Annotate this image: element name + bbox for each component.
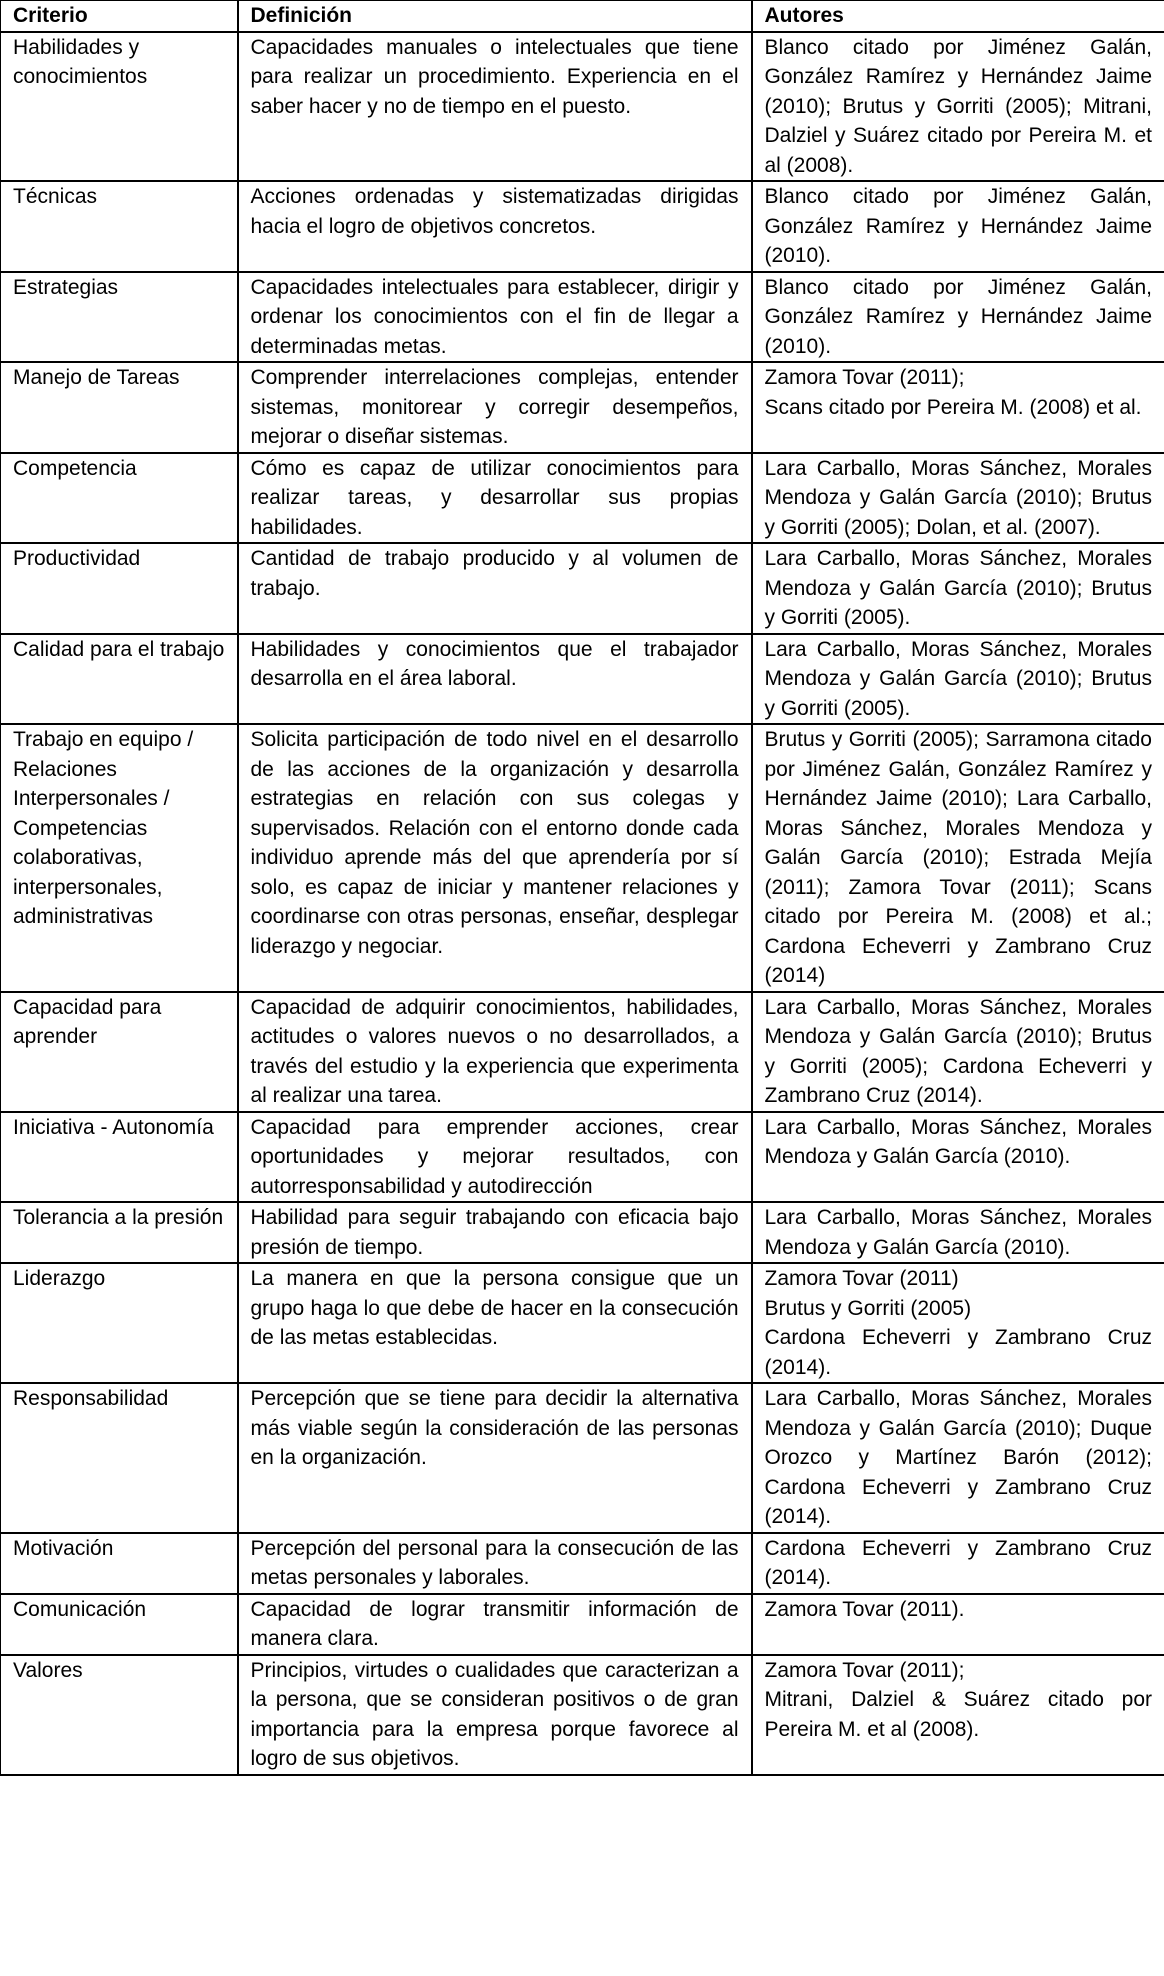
- cell-criterio: [1, 453, 238, 544]
- cell-text: Técnicas: [13, 185, 98, 208]
- cell-text: Comunicación: [13, 1597, 147, 1621]
- cell-criterio: [1, 181, 238, 272]
- cell-text: Mitrani, Dalziel & Suárez citado por Pereira M. et al (2008).: [764, 1688, 1152, 1741]
- cell-text: Manejo de Tareas: [13, 366, 180, 389]
- cell-text: Scans citado por Pereira M. (2008) et al.: [764, 395, 1142, 419]
- cell-definicion: [238, 1594, 752, 1655]
- table-row: [1, 272, 1164, 363]
- cell-text: Liderazgo: [13, 1267, 106, 1290]
- cell-definicion: [238, 362, 752, 453]
- cell-text: Capacidades intelectuales para establecer, dirigir y ordenar los conocimientos con el fin de llegar a determinadas metas.: [250, 275, 739, 358]
- table-row: [1, 1383, 1164, 1533]
- cell-text: Zamora Tovar (2011).: [764, 1597, 965, 1621]
- cell-text: Capacidad para emprender acciones, crear oportunidades y mejorar resultados, con autorresponsabilidad y autodirección: [250, 1115, 739, 1198]
- cell-autores: [752, 1594, 1164, 1655]
- cell-criterio: [1, 1594, 238, 1655]
- table-row: [1, 32, 1164, 182]
- cell-autores: [752, 634, 1164, 725]
- cell-definicion: [238, 272, 752, 363]
- cell-criterio: [1, 724, 238, 992]
- cell-text: Productividad: [13, 547, 141, 570]
- cell-definicion: [238, 453, 752, 544]
- cell-text: Comprender interrelaciones complejas, entender sistemas, monitorear y corregir desempeños, mejorar o diseñar sistemas.: [250, 366, 739, 448]
- table-row: [1, 1112, 1164, 1203]
- cell-definicion: [238, 1383, 752, 1533]
- cell-definicion: [238, 634, 752, 725]
- cell-text: Lara Carballo, Moras Sánchez, Morales Mendoza y Galán García (2010).: [764, 1115, 1152, 1168]
- cell-text: Capacidad para aprender: [13, 995, 162, 1048]
- cell-text: Blanco citado por Jiménez Galán, González Ramírez y Hernández Jaime (2010).: [764, 275, 1152, 358]
- cell-autores: [752, 1655, 1164, 1775]
- cell-text: Blanco citado por Jiménez Galán, González Ramírez y Hernández Jaime (2010); Brutus y Gorriti (2005); Mitrani, Dalziel y Suárez citado por Pereira M. et al (2008).: [764, 35, 1152, 177]
- cell-criterio: [1, 992, 238, 1112]
- cell-text: Cardona Echeverri y Zambrano Cruz (2014).: [764, 1326, 1152, 1379]
- cell-text: Habilidad para seguir trabajando con eficacia bajo presión de tiempo.: [250, 1206, 739, 1259]
- table-row: [1, 453, 1164, 544]
- cell-text: Zamora Tovar (2011);: [764, 366, 965, 389]
- cell-definicion: [238, 724, 752, 992]
- cell-text: Motivación: [13, 1536, 114, 1560]
- header-autores: Autores: [752, 1, 1164, 32]
- cell-definicion: [238, 992, 752, 1112]
- cell-text: Cómo es capaz de utilizar conocimientos para realizar tareas, y desarrollar sus propias habilidades.: [250, 456, 739, 539]
- cell-text: Valores: [13, 1658, 83, 1682]
- cell-text: Brutus y Gorriti (2005): [764, 1296, 972, 1320]
- cell-criterio: [1, 1112, 238, 1203]
- cell-text: Tolerancia a la presión: [13, 1206, 224, 1229]
- cell-definicion: [238, 32, 752, 182]
- table-row: [1, 1594, 1164, 1655]
- cell-autores: [752, 1202, 1164, 1263]
- table-row: [1, 181, 1164, 272]
- cell-text: Zamora Tovar (2011);: [764, 1658, 965, 1682]
- table-row: [1, 724, 1164, 992]
- cell-text: Lara Carballo, Moras Sánchez, Morales Mendoza y Galán García (2010); Brutus y Gorriti (2005).: [764, 547, 1152, 629]
- table-row: [1, 1533, 1164, 1594]
- cell-text: Blanco citado por Jiménez Galán, González Ramírez y Hernández Jaime (2010).: [764, 185, 1152, 267]
- cell-autores: [752, 992, 1164, 1112]
- cell-autores: [752, 362, 1164, 453]
- cell-text: Solicita participación de todo nivel en el desarrollo de las acciones de la organización y desarrolla estrategias en relación con sus colegas y supervisados. Relación con el entorno donde cada individuo aprende más del que aprendería por sí solo, es capaz de iniciar y mantener relaciones y coordinarse con otras personas, enseñar, desplegar liderazgo y negociar.: [250, 728, 739, 958]
- cell-text: Principios, virtudes o cualidades que caracterizan a la persona, que se consideran positivos o de gran importancia para la empresa porque favorece al logro de sus objetivos.: [250, 1658, 739, 1770]
- cell-autores: [752, 272, 1164, 363]
- cell-text: Lara Carballo, Moras Sánchez, Morales Mendoza y Galán García (2010); Brutus y Gorriti (2005).: [764, 637, 1152, 720]
- cell-text: Habilidades y conocimientos que el trabajador desarrolla en el área laboral.: [250, 637, 739, 690]
- cell-text: Percepción que se tiene para decidir la alternativa más viable según la consideración de las personas en la organización.: [250, 1387, 739, 1469]
- table-row: [1, 634, 1164, 725]
- cell-autores: [752, 181, 1164, 272]
- cell-text: Calidad para el trabajo: [13, 637, 225, 661]
- cell-criterio: [1, 1263, 238, 1383]
- cell-text: La manera en que la persona consigue que un grupo haga lo que debe de hacer en la consecución de las metas establecidas.: [250, 1267, 739, 1349]
- cell-autores: [752, 543, 1164, 634]
- cell-text: Trabajo en equipo / Relaciones Interpersonales / Competencias colaborativas, interpersonales, administrativas: [13, 728, 194, 928]
- cell-criterio: [1, 1533, 238, 1594]
- cell-text: Iniciativa - Autonomía: [13, 1115, 214, 1139]
- cell-autores: [752, 1533, 1164, 1594]
- table-row: [1, 543, 1164, 634]
- cell-autores: [752, 453, 1164, 544]
- cell-text: Brutus y Gorriti (2005); Sarramona citado por Jiménez Galán, González Ramírez y Hernández Jaime (2010); Lara Carballo, Moras Sánchez, Morales Mendoza y Galán García (2010); Estrada Mejía (2011); Zamora Tovar (2011); Scans citado por Pereira M. (2008) et al.; Cardona Echeverri y Zambrano Cruz (2014): [764, 728, 1152, 987]
- table-body: [1, 32, 1164, 1775]
- table-row: [1, 992, 1164, 1112]
- cell-criterio: [1, 362, 238, 453]
- table-header-row: [1, 1, 1164, 32]
- cell-definicion: [238, 1263, 752, 1383]
- table-row: [1, 1202, 1164, 1263]
- cell-text: Capacidad de lograr transmitir información de manera clara.: [250, 1597, 739, 1650]
- cell-text: Percepción del personal para la consecución de las metas personales y laborales.: [250, 1536, 739, 1589]
- cell-text: Cantidad de trabajo producido y al volumen de trabajo.: [250, 547, 739, 600]
- cell-text: Lara Carballo, Moras Sánchez, Morales Mendoza y Galán García (2010).: [764, 1206, 1152, 1259]
- cell-definicion: [238, 1655, 752, 1775]
- header-definicion: Definición: [238, 1, 752, 32]
- cell-text: Lara Carballo, Moras Sánchez, Morales Mendoza y Galán García (2010); Brutus y Gorriti (2005); Cardona Echeverri y Zambrano Cruz (2014).: [764, 995, 1152, 1107]
- table-row: [1, 362, 1164, 453]
- cell-criterio: [1, 272, 238, 363]
- cell-text: Zamora Tovar (2011): [764, 1267, 959, 1290]
- table-row: [1, 1655, 1164, 1775]
- cell-definicion: [238, 1533, 752, 1594]
- cell-definicion: [238, 1202, 752, 1263]
- cell-definicion: [238, 543, 752, 634]
- cell-text: Responsabilidad: [13, 1387, 169, 1410]
- cell-criterio: [1, 543, 238, 634]
- cell-text: Capacidades manuales o intelectuales que tiene para realizar un procedimiento. Experiencia en el saber hacer y no de tiempo en el puesto.: [250, 35, 739, 118]
- cell-autores: [752, 32, 1164, 182]
- cell-criterio: [1, 32, 238, 182]
- cell-definicion: [238, 181, 752, 272]
- cell-text: Cardona Echeverri y Zambrano Cruz (2014).: [764, 1536, 1152, 1589]
- cell-autores: [752, 1383, 1164, 1533]
- cell-autores: [752, 1263, 1164, 1383]
- cell-text: Lara Carballo, Moras Sánchez, Morales Mendoza y Galán García (2010); Duque Orozco y Martínez Barón (2012); Cardona Echeverri y Zambrano Cruz (2014).: [764, 1387, 1152, 1528]
- cell-text: Estrategias: [13, 275, 119, 299]
- cell-text: Lara Carballo, Moras Sánchez, Morales Mendoza y Galán García (2010); Brutus y Gorriti (2005); Dolan, et al. (2007).: [764, 456, 1152, 539]
- cell-criterio: [1, 1655, 238, 1775]
- cell-text: Habilidades y conocimientos: [13, 35, 148, 88]
- cell-definicion: [238, 1112, 752, 1203]
- cell-text: Competencia: [13, 456, 137, 480]
- cell-criterio: [1, 1202, 238, 1263]
- cell-criterio: [1, 634, 238, 725]
- header-criterio: Criterio: [1, 1, 238, 32]
- cell-text: Capacidad de adquirir conocimientos, habilidades, actitudes o valores nuevos o no desarrollados, a través del estudio y la experiencia que experimenta al realizar una tarea.: [250, 995, 739, 1107]
- cell-criterio: [1, 1383, 238, 1533]
- table-row: [1, 1263, 1164, 1383]
- cell-autores: [752, 724, 1164, 992]
- cell-text: Acciones ordenadas y sistematizadas dirigidas hacia el logro de objetivos concretos.: [250, 185, 739, 238]
- cell-autores: [752, 1112, 1164, 1203]
